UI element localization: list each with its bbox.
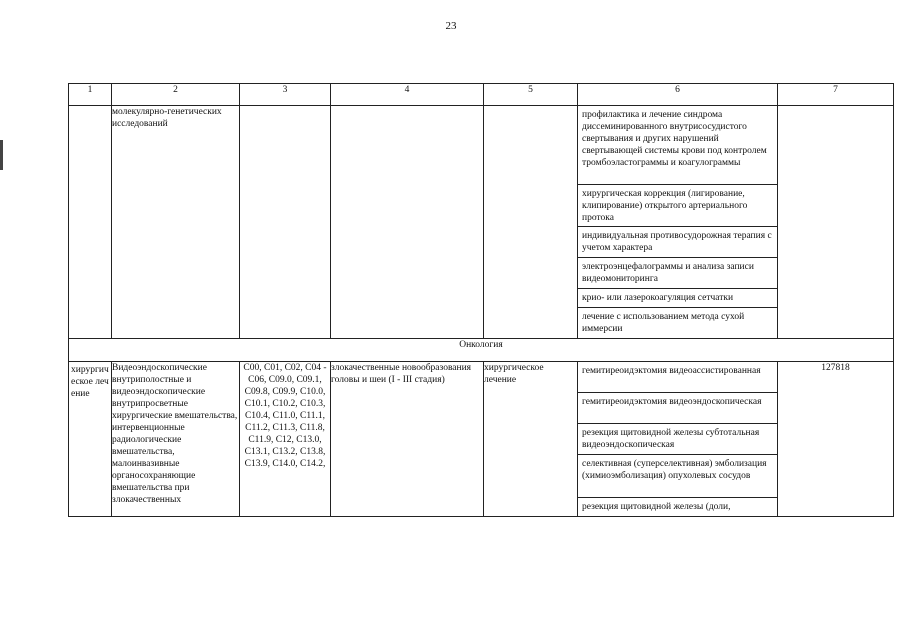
treatment-method-item: резекция щитовидной железы (доли,	[578, 497, 777, 516]
medical-care-table	[68, 83, 894, 517]
row2-diagnosis: злокачественные новообразования головы и шеи (I - III стадия)	[331, 362, 484, 517]
binding-mark	[0, 140, 3, 170]
column-number-6: 6	[578, 84, 778, 106]
row2-cost: 127818	[778, 362, 894, 517]
row1-col1	[69, 106, 112, 339]
row2-icd-codes: C00, C01, C02, C04 - C06, C09.0, C09.1, C09.8, C09.9, C10.0, C10.1, C10.2, C10.3, C10.4, C11.0, C11.1, C11.2, C11.3, C11.8, C11.9, C12, C13.0, C13.1, C13.2, C13.8, C13.9, C14.0, C14.2,	[240, 362, 331, 517]
column-number-row	[69, 84, 894, 106]
treatment-method-item: резекция щитовидной железы субтотальная видеоэндоскопическая	[578, 423, 777, 454]
column-number-2: 2	[112, 84, 240, 106]
row2-treatment-methods	[578, 362, 778, 517]
page-number: 23	[445, 20, 457, 32]
treatment-method-item: гемитиреоидэктомия видеоассистированная	[582, 366, 761, 376]
column-number-3: 3	[240, 84, 331, 106]
column-number-4: 4	[331, 84, 484, 106]
treatment-method-item: гемитиреоидэктомия видеоэндоскопическая	[578, 392, 777, 423]
row1-col3	[240, 106, 331, 339]
treatment-method-item: индивидуальная противосудорожная терапия с учетом характера	[578, 226, 777, 257]
treatment-method-item: крио- или лазерокоагуляция сетчатки	[578, 288, 777, 307]
table-row-continued	[69, 106, 894, 339]
row1-col4	[331, 106, 484, 339]
row2-treatment-kind: хирургическое лечение	[484, 362, 578, 517]
treatment-method-item: электроэнцефалограммы и анализа записи видеомониторинга	[578, 257, 777, 288]
row2-treatment-type: хирургическое лечение	[69, 362, 112, 517]
row1-col7	[778, 106, 894, 339]
column-number-5: 5	[484, 84, 578, 106]
row1-treatment-methods	[578, 106, 778, 339]
row2-method-description: Видеоэндоскопические внутриполостные и видеоэндоскопические внутрипросветные хирургические вмешательства, интервенционные радиологические вмешательства, малоинвазивные органосохраняющие вмешательства при злокачественных	[112, 362, 240, 517]
table-row-oncology	[69, 362, 894, 517]
column-number-7: 7	[778, 84, 894, 106]
treatment-method-item: хирургическая коррекция (лигирование, клипирование) открытого артериального протока	[578, 184, 777, 226]
treatment-method-item: профилактика и лечение синдрома диссеминированного внутрисосудистого свертывания и других нарушений свертывающей системы крови под контролем тромбоэластограммы и коагулограммы	[582, 110, 767, 168]
column-number-1: 1	[69, 84, 112, 106]
section-row	[69, 339, 894, 362]
treatment-method-item: лечение с использованием метода сухой иммерсии	[578, 307, 777, 338]
row1-col5	[484, 106, 578, 339]
section-title: Онкология	[69, 339, 894, 362]
row1-method-description: молекулярно-генетических исследований	[112, 106, 240, 339]
treatment-method-item: селективная (суперселективная) эмболизация (химиоэмболизация) опухолевых сосудов	[578, 454, 777, 497]
